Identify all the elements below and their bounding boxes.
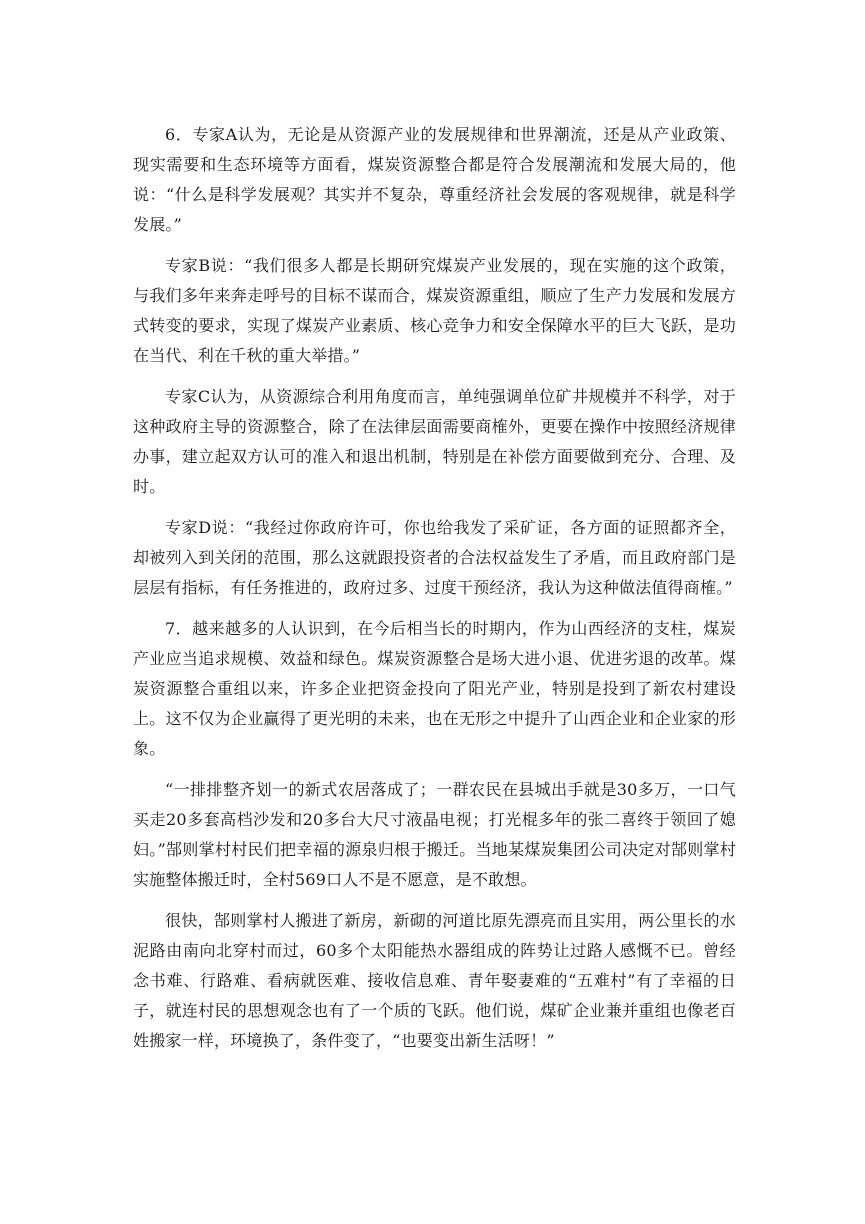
paragraph-relocation: 很快，郜则掌村人搬进了新房，新砌的河道比原先漂亮而且实用，两公里长的水泥路由南向北穿村而过，60多个太阳能热水器组成的阵势让过路人感慨不已。曾经念书难、行路难、看病就医难、接收信息难、青年娶妻难的“五难村”有了幸福的日子，就连村民的思想观念也有了一个质的飞跃。他们说，煤矿企业兼并重组也像老百姓搬家一样，环境换了，条件变了，“也要变出新生活呀！” — [133, 911, 736, 1050]
paragraph-expert-d: 专家D说：“我经过你政府许可，你也给我发了采矿证，各方面的证照都齐全，却被列入到关闭的范围，那么这就跟投资者的合法权益发生了矛盾，而且政府部门是层层有指标，有任务推进的，政府过多、过度干预经济，我认为这种做法值得商榷。” — [133, 518, 736, 597]
paragraph-expert-c: 专家C认为，从资源综合利用角度而言，单纯强调单位矿井规模并不科学，对于这种政府主导的资源整合，除了在法律层面需要商榷外，更要在操作中按照经济规律办事，建立起双方认可的准入和退出机制，特别是在补偿方面要做到充分、合理、及时。 — [133, 387, 736, 496]
paragraph-expert-a: 6．专家A认为，无论是从资源产业的发展规律和世界潮流，还是从产业政策、现实需要和生态环境等方面看，煤炭资源整合都是符合发展潮流和发展大局的，他说：“什么是科学发展观？其实并不复杂，尊重经济社会发展的客观规律，就是科学发展。” — [133, 125, 736, 234]
paragraph-expert-b: 专家B说：“我们很多人都是长期研究煤炭产业发展的，现在实施的这个政策，与我们多年来奔走呼号的目标不谋而合，煤炭资源重组，顺应了生产力发展和发展方式转变的要求，实现了煤炭产业素质、核心竞争力和安全保障水平的巨大飞跃，是功在当代、利在千秋的重大举措。” — [133, 256, 736, 365]
paragraph-quote-villagers: “一排排整齐划一的新式农居落成了；一群农民在县城出手就是30多万，一口气买走20多套高档沙发和20多台大尺寸液晶电视；打光棍多年的张二喜终于领回了媳妇。”郜则掌村村民们把幸福的源泉归根于搬迁。当地某煤炭集团公司决定对郜则掌村实施整体搬迁时，全村569口人不是不愿意，是不敢想。 — [133, 780, 736, 889]
paragraph-item-7: 7．越来越多的人认识到，在今后相当长的时期内，作为山西经济的支柱，煤炭产业应当追求规模、效益和绿色。煤炭资源整合是场大进小退、优进劣退的改革。煤炭资源整合重组以来，许多企业把资金投向了阳光产业，特别是投到了新农村建设上。这不仅为企业赢得了更光明的未来，也在无形之中提升了山西企业和企业家的形象。 — [133, 619, 736, 758]
document-body — [133, 120, 736, 1067]
